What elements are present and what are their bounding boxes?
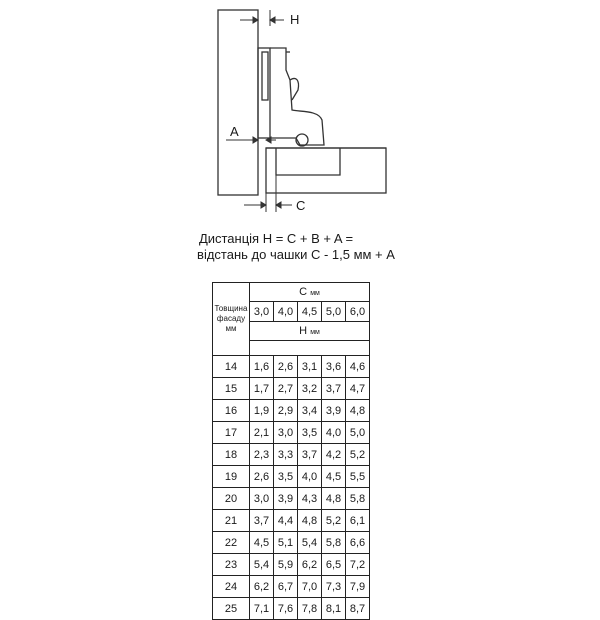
- h-caption-unit: мм: [310, 329, 320, 336]
- h-cell: 5,4: [298, 532, 322, 554]
- hinge-arm: [270, 48, 324, 145]
- h-cell: 5,1: [274, 532, 298, 554]
- thickness-cell: 20: [213, 488, 250, 510]
- table-row: [213, 488, 370, 510]
- thickness-cell: 24: [213, 576, 250, 598]
- h-cell: 4,7: [346, 378, 370, 400]
- table-row: [213, 378, 370, 400]
- h-cell: 7,2: [346, 554, 370, 576]
- table-row: [213, 598, 370, 620]
- table-spacer: [250, 341, 370, 356]
- h-cell: 2,6: [274, 356, 298, 378]
- h-cell: 2,7: [274, 378, 298, 400]
- thickness-header-line-3: мм: [225, 324, 237, 333]
- h-cell: 4,8: [322, 488, 346, 510]
- c-caption: [250, 283, 370, 302]
- h-cell: 3,9: [322, 400, 346, 422]
- h-cell: 6,6: [346, 532, 370, 554]
- thickness-header-line-1: Товщина: [214, 304, 248, 313]
- h-cell: 5,2: [322, 510, 346, 532]
- formula-line-1: Дистанція H = C + B + A =: [198, 231, 354, 246]
- h-cell: 8,7: [346, 598, 370, 620]
- c-caption-label: C: [299, 286, 308, 298]
- h-cell: 3,6: [322, 356, 346, 378]
- table-row: [213, 576, 370, 598]
- dimension-label-c: C: [296, 198, 306, 213]
- h-cell: 1,6: [250, 356, 274, 378]
- h-cell: 8,1: [322, 598, 346, 620]
- hinge-diagram: [0, 0, 600, 230]
- h-cell: 7,8: [298, 598, 322, 620]
- table-row: [213, 400, 370, 422]
- h-cell: 7,9: [346, 576, 370, 598]
- thickness-header: [213, 283, 250, 356]
- h-cell: 4,0: [298, 466, 322, 488]
- thickness-header-line-2: фасаду: [216, 314, 246, 323]
- h-cell: 3,2: [298, 378, 322, 400]
- h-cell: 3,4: [298, 400, 322, 422]
- thickness-cell: 22: [213, 532, 250, 554]
- h-cell: 5,0: [346, 422, 370, 444]
- h-cell: 7,1: [250, 598, 274, 620]
- thickness-cell: 16: [213, 400, 250, 422]
- dimension-label-h: H: [290, 12, 300, 27]
- h-cell: 3,3: [274, 444, 298, 466]
- h-cell: 1,9: [250, 400, 274, 422]
- h-cell: 4,2: [322, 444, 346, 466]
- h-cell: 3,1: [298, 356, 322, 378]
- h-cell: 7,0: [298, 576, 322, 598]
- h-cell: 3,7: [322, 378, 346, 400]
- h-cell: 6,7: [274, 576, 298, 598]
- table-row: [213, 466, 370, 488]
- h-cell: 1,7: [250, 378, 274, 400]
- h-cell: 5,2: [346, 444, 370, 466]
- table-row: [213, 532, 370, 554]
- h-cell: 3,7: [298, 444, 322, 466]
- cabinet-side-panel: [218, 10, 258, 195]
- door-panel: [266, 148, 386, 193]
- h-cell: 3,5: [274, 466, 298, 488]
- table-row: [213, 510, 370, 532]
- c-caption-unit: мм: [310, 290, 320, 297]
- h-cell: 6,1: [346, 510, 370, 532]
- h-cell: 3,7: [250, 510, 274, 532]
- c-value: 5,0: [322, 302, 346, 322]
- c-value: 4,0: [274, 302, 298, 322]
- h-cell: 7,3: [322, 576, 346, 598]
- h-cell: 3,0: [274, 422, 298, 444]
- table-row: [213, 422, 370, 444]
- thickness-cell: 18: [213, 444, 250, 466]
- thickness-cell: 21: [213, 510, 250, 532]
- table-row: [213, 554, 370, 576]
- c-value: 6,0: [346, 302, 370, 322]
- h-cell: 5,8: [322, 532, 346, 554]
- thickness-cell: 15: [213, 378, 250, 400]
- table-row: [213, 356, 370, 378]
- thickness-cell: 19: [213, 466, 250, 488]
- h-cell: 2,6: [250, 466, 274, 488]
- h-cell: 5,8: [346, 488, 370, 510]
- h-cell: 3,9: [274, 488, 298, 510]
- h-cell: 5,4: [250, 554, 274, 576]
- h-cell: 3,5: [298, 422, 322, 444]
- h-caption-label: H: [299, 325, 308, 337]
- h-cell: 6,5: [322, 554, 346, 576]
- h-cell: 4,4: [274, 510, 298, 532]
- h-cell: 4,6: [346, 356, 370, 378]
- thickness-cell: 25: [213, 598, 250, 620]
- table-row: [213, 444, 370, 466]
- dimension-label-a: A: [230, 124, 239, 139]
- formula-line-2: відстань до чашки C - 1,5 мм + A: [197, 247, 395, 262]
- h-caption: [250, 322, 370, 341]
- thickness-cell: 14: [213, 356, 250, 378]
- h-cell: 4,3: [298, 488, 322, 510]
- c-value: 4,5: [298, 302, 322, 322]
- h-cell: 4,8: [346, 400, 370, 422]
- table-header-row-c: [213, 283, 370, 302]
- hinge-spec-table: [212, 282, 370, 620]
- h-cell: 5,5: [346, 466, 370, 488]
- h-cell: 2,1: [250, 422, 274, 444]
- h-cell: 4,5: [250, 532, 274, 554]
- h-cell: 7,6: [274, 598, 298, 620]
- h-cell: 4,5: [322, 466, 346, 488]
- h-cell: 6,2: [298, 554, 322, 576]
- h-cell: 4,0: [322, 422, 346, 444]
- thickness-cell: 17: [213, 422, 250, 444]
- h-cell: 6,2: [250, 576, 274, 598]
- thickness-cell: 23: [213, 554, 250, 576]
- c-value: 3,0: [250, 302, 274, 322]
- h-cell: 2,9: [274, 400, 298, 422]
- h-cell: 4,8: [298, 510, 322, 532]
- h-cell: 3,0: [250, 488, 274, 510]
- h-cell: 2,3: [250, 444, 274, 466]
- h-cell: 5,9: [274, 554, 298, 576]
